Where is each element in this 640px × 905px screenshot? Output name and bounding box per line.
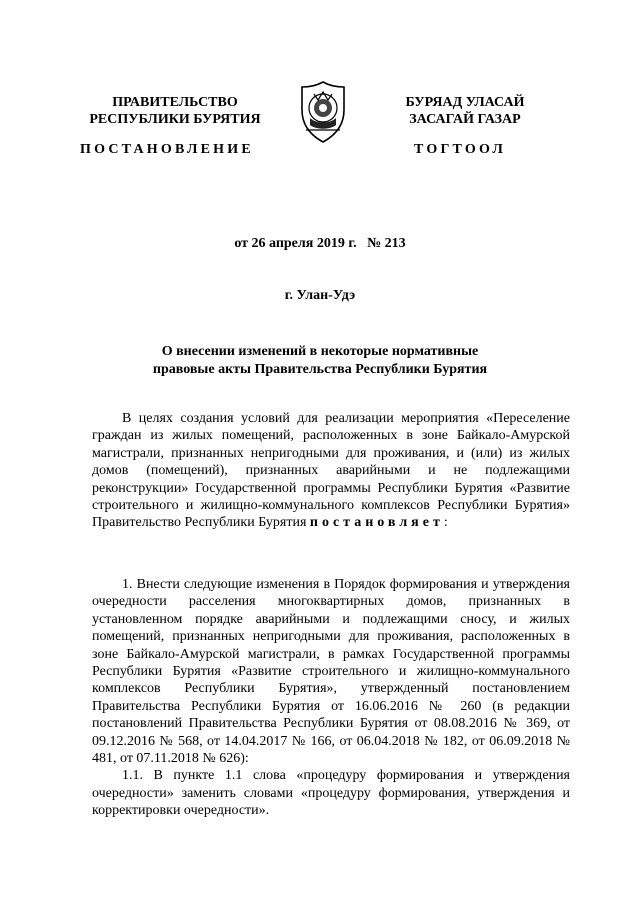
city: г. Улан-Удэ <box>284 288 356 303</box>
preamble-paragraph <box>92 410 570 532</box>
item-1-text: 1. Внести следующие изменения в Порядок формирования и утверждения очередности расселения многоквартирных домов, признанных в установленном порядке аварийными и подлежащими сносу, и жилых помещений, признанных непригодными для проживания, расположенных в зоне Байкало-Амурской магистрали, в рамках Государственной программы Республики Бурятия «Развитие строительного и жилищно-коммунального комплексов Республики Бурятия», утвержденный постановлением Правительства Республики Бурятия от 16.06.2016 № 260 (в редакции постановлений Правительства Республики Бурятия от 08.08.2016 № 369, от 09.12.2016 № 568, от 14.04.2017 № 166, от 06.04.2018 № 182, от 06.09.2018 № 481, от 07.11.2018 № 626): <box>92 577 570 767</box>
buryat-name-line1: БУРЯАД УЛАСАЙ <box>405 95 525 110</box>
item-1-paragraph <box>92 576 570 820</box>
title-line2: правовые акты Правительства Республики Бурятия <box>152 362 488 377</box>
government-name-buryat <box>350 94 580 128</box>
doc-type-russian: ПОСТАНОВЛЕНИЕ <box>80 142 254 157</box>
preamble-resolves: постановляет <box>309 515 444 531</box>
doc-type-buryat: ТОГТООЛ <box>414 142 507 157</box>
government-name-line1: ПРАВИТЕЛЬСТВО <box>112 95 238 110</box>
title-line1: О внесении изменений в некоторые нормативные <box>161 344 479 359</box>
government-name-line2: РЕСПУБЛИКИ БУРЯТИЯ <box>89 112 261 127</box>
government-name-russian <box>60 94 290 128</box>
preamble-text: В целях создания условий для реализации мероприятия «Переселение граждан из жилых помещений, расположенных в зоне Байкало-Амурской магистрали, признанных непригодными для проживания, и (или) из жилых домов (помещений), признанных аварийными и не подлежащими реконструкции» Государственной программы Республики Бурятия «Развитие строительного и жилищно-коммунального комплексов Республики Бурятия» Правительство Республики Бурятия <box>92 411 570 531</box>
document-title <box>90 343 550 379</box>
buryat-name-line2: ЗАСАГАЙ ГАЗАР <box>409 112 521 127</box>
preamble-colon: : <box>443 515 448 531</box>
item-1-1-text: 1.1. В пункте 1.1 слова «процедуру формирования и утверждения очередности» заменить словами «процедуру формирования, утверждения и корректировки очередности». <box>92 768 570 819</box>
coat-of-arms-icon <box>298 80 348 144</box>
date-number: от 26 апреля 2019 г. № 213 <box>234 236 406 251</box>
